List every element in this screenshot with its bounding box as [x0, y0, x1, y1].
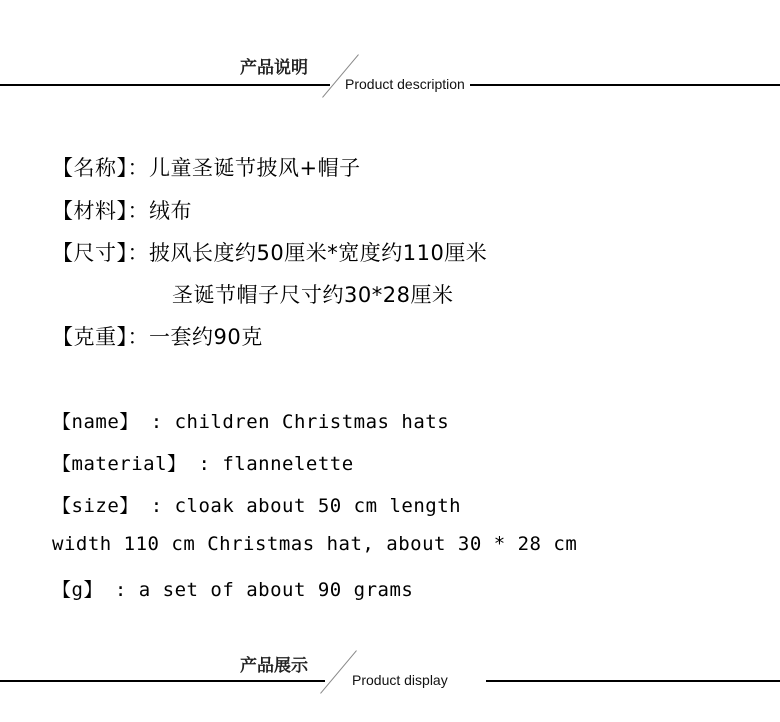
top-section-title-en: Product description — [345, 76, 465, 92]
cn-spec-weight — [52, 321, 263, 351]
cn-spec-value: 儿童圣诞节披风+帽子 — [149, 156, 361, 180]
cn-spec-value: 披风长度约50厘米*宽度约110厘米 — [149, 241, 488, 265]
cn-spec-value: 一套约90克 — [149, 325, 263, 349]
cn-spec-label: 【名称】： — [52, 156, 149, 180]
bottom-section-title-cn: 产品展示 — [240, 656, 308, 676]
cn-spec-label: 【尺寸】： — [52, 241, 149, 265]
en-spec-name: 【name】 : children Christmas hats — [52, 411, 450, 433]
cn-spec-material — [52, 195, 192, 225]
top-header-line-right — [470, 84, 780, 86]
en-spec-weight: 【g】 : a set of about 90 grams — [52, 579, 414, 601]
top-header-line-left — [0, 84, 330, 86]
en-spec-material: 【material】 : flannelette — [52, 453, 354, 475]
cn-spec-label: 【克重】： — [52, 325, 149, 349]
cn-spec-value: 圣诞节帽子尺寸约30*28厘米 — [172, 283, 454, 307]
en-spec-size-cont: width 110 cm Christmas hat, about 30 * 28 cm — [52, 533, 578, 555]
cn-spec-label: 【材料】： — [52, 199, 149, 223]
top-section-title-cn: 产品说明 — [240, 58, 308, 78]
en-spec-size: 【size】 : cloak about 50 cm length — [52, 495, 462, 517]
bottom-header-line-right — [486, 680, 780, 682]
cn-spec-size-cont — [172, 279, 453, 309]
cn-spec-size — [52, 237, 487, 267]
cn-spec-name — [52, 152, 361, 182]
bottom-section-title-en: Product display — [352, 672, 448, 688]
bottom-header-line-left — [0, 680, 325, 682]
cn-spec-value: 绒布 — [149, 199, 192, 223]
